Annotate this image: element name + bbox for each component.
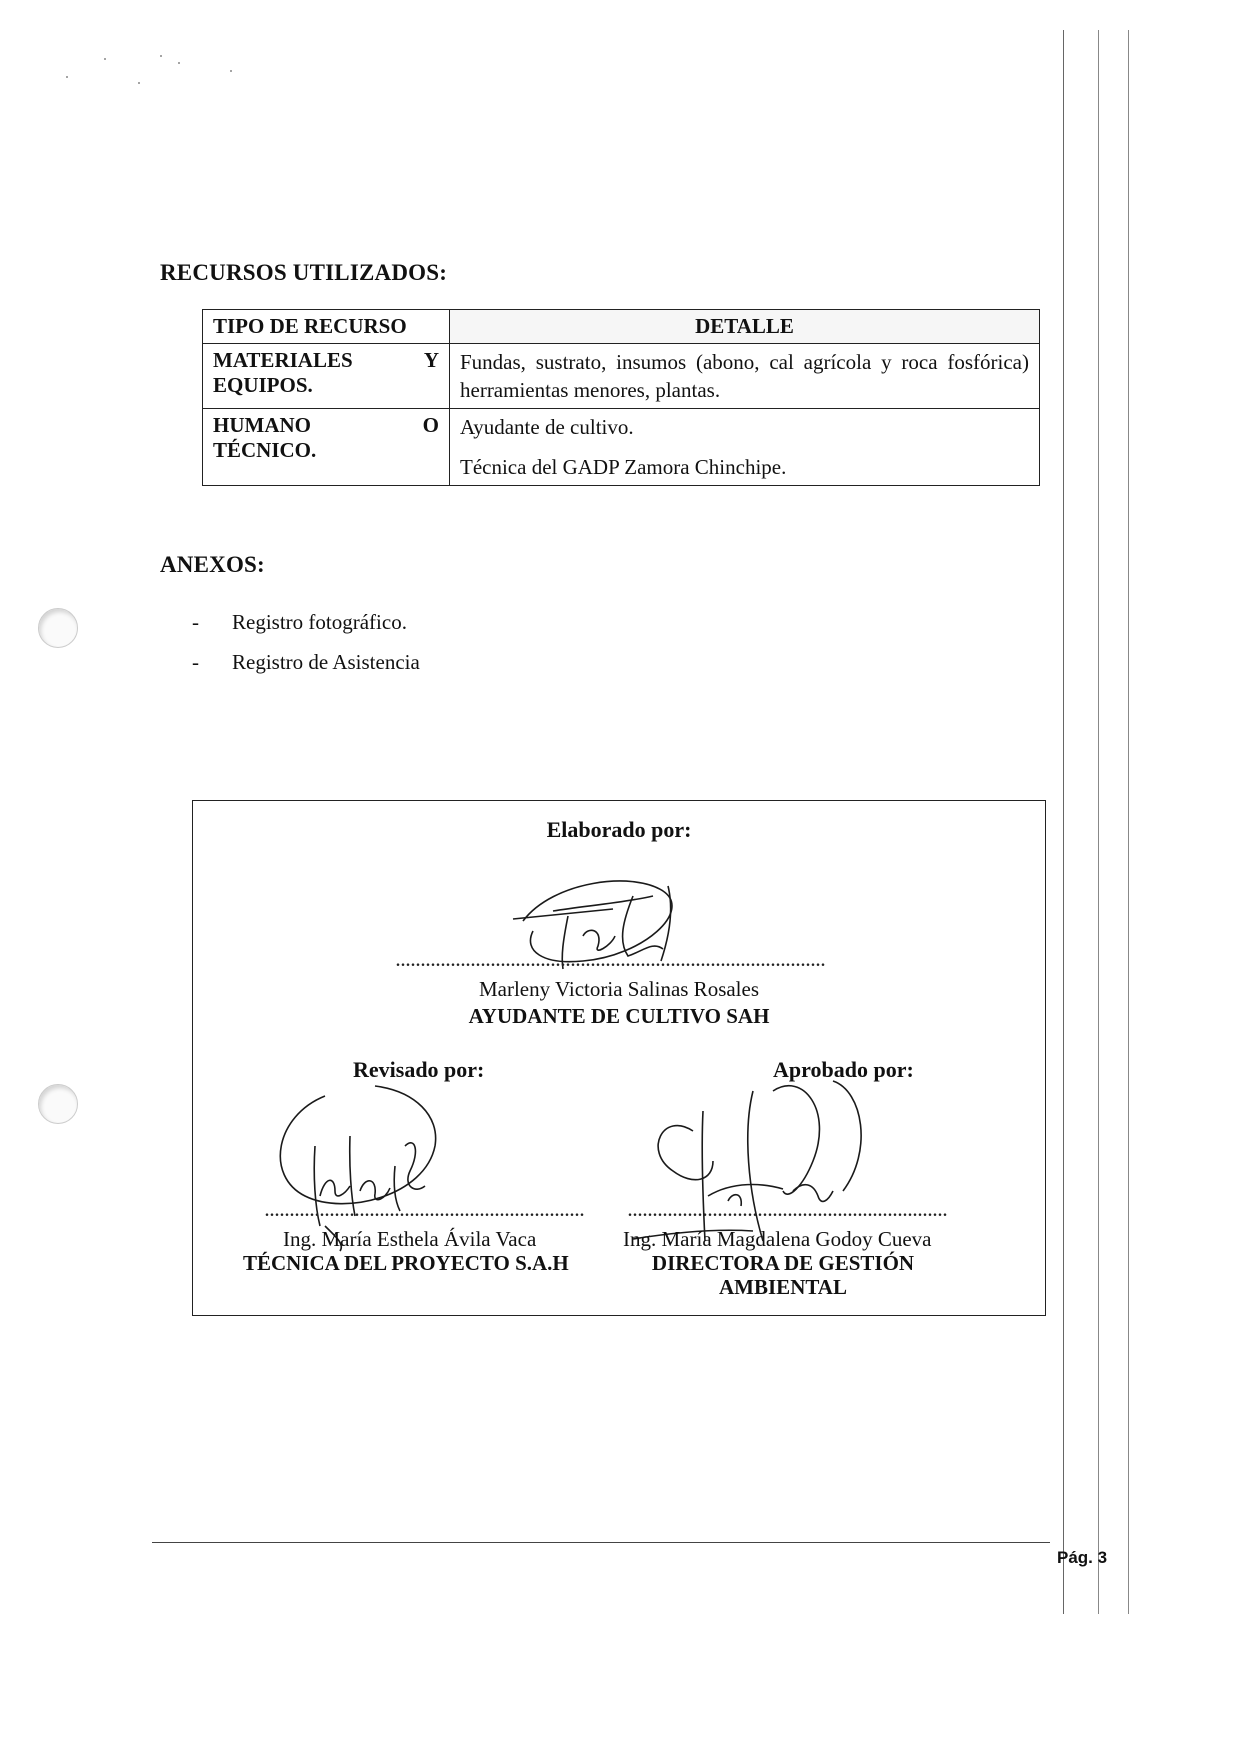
cell-detail	[450, 409, 1040, 486]
scan-speck	[66, 76, 68, 78]
signature-line: ................................................................	[265, 1203, 585, 1220]
type-conjunction: O	[422, 413, 439, 437]
margin-line	[1098, 30, 1099, 1614]
list-item-text: Registro fotográfico.	[232, 609, 407, 634]
scan-speck	[160, 55, 162, 57]
scan-speck	[230, 70, 232, 72]
elaborado-role: AYUDANTE DE CULTIVO SAH	[468, 1004, 770, 1028]
scan-speck	[138, 82, 140, 84]
signature-box	[192, 800, 1046, 1316]
aprobado-name: Ing. María Magdalena Godoy Cueva	[623, 1227, 932, 1251]
header-tipo: TIPO DE RECURSO	[203, 310, 450, 344]
cell-type	[203, 344, 450, 409]
type-word: MATERIALES	[213, 348, 353, 372]
detail-line: Técnica del GADP Zamora Chinchipe.	[460, 455, 787, 479]
scan-speck	[178, 62, 180, 64]
margin-line	[1063, 30, 1064, 1614]
list-item-text: Registro de Asistencia	[232, 649, 420, 674]
revisado-label: Revisado por:	[353, 1057, 485, 1082]
list-item	[192, 642, 420, 682]
type-word-line2: EQUIPOS.	[213, 373, 313, 397]
punch-hole	[38, 1084, 78, 1124]
type-word-line2: TÉCNICO.	[213, 438, 317, 462]
signature-aprobado	[633, 1071, 893, 1251]
elaborado-name: Marleny Victoria Salinas Rosales	[478, 977, 760, 1001]
list-item	[192, 602, 420, 642]
footer-rule	[152, 1542, 1050, 1543]
page-number: Pág. 3	[1057, 1548, 1108, 1567]
revisado-name: Ing. María Esthela Ávila Vaca	[283, 1227, 537, 1251]
section-heading-recursos: RECURSOS UTILIZADOS:	[160, 260, 448, 285]
type-conjunction: Y	[423, 348, 439, 372]
punch-hole	[38, 608, 78, 648]
revisado-role: TÉCNICA DEL PROYECTO S.A.H	[243, 1251, 569, 1275]
cell-detail: Fundas, sustrato, insumos (abono, cal agrícola y roca fosfórica) herramientas menores, plantas.	[450, 344, 1040, 409]
type-word: HUMANO	[213, 413, 311, 437]
aprobado-role-line1: DIRECTORA DE GESTIÓN	[651, 1251, 915, 1275]
margin-line	[1128, 30, 1129, 1614]
signature-line: ......................................................................................	[396, 953, 826, 970]
table-row	[203, 344, 1040, 409]
elaborado-label: Elaborado por:	[546, 817, 692, 842]
detail-line: Ayudante de cultivo.	[460, 415, 634, 439]
table-row	[203, 409, 1040, 486]
anexos-list	[192, 602, 420, 682]
signature-line: ................................................................	[628, 1203, 948, 1220]
resources-table	[202, 309, 1040, 486]
header-detalle: DETALLE	[450, 310, 1040, 344]
bullet-dash: -	[192, 609, 199, 634]
section-heading-anexos: ANEXOS:	[160, 552, 265, 577]
bullet-dash: -	[192, 649, 199, 674]
cell-type	[203, 409, 450, 486]
scan-speck	[104, 58, 106, 60]
aprobado-label: Aprobado por:	[773, 1057, 914, 1082]
table-header-row	[203, 310, 1040, 344]
aprobado-role-line2: AMBIENTAL	[719, 1275, 847, 1299]
